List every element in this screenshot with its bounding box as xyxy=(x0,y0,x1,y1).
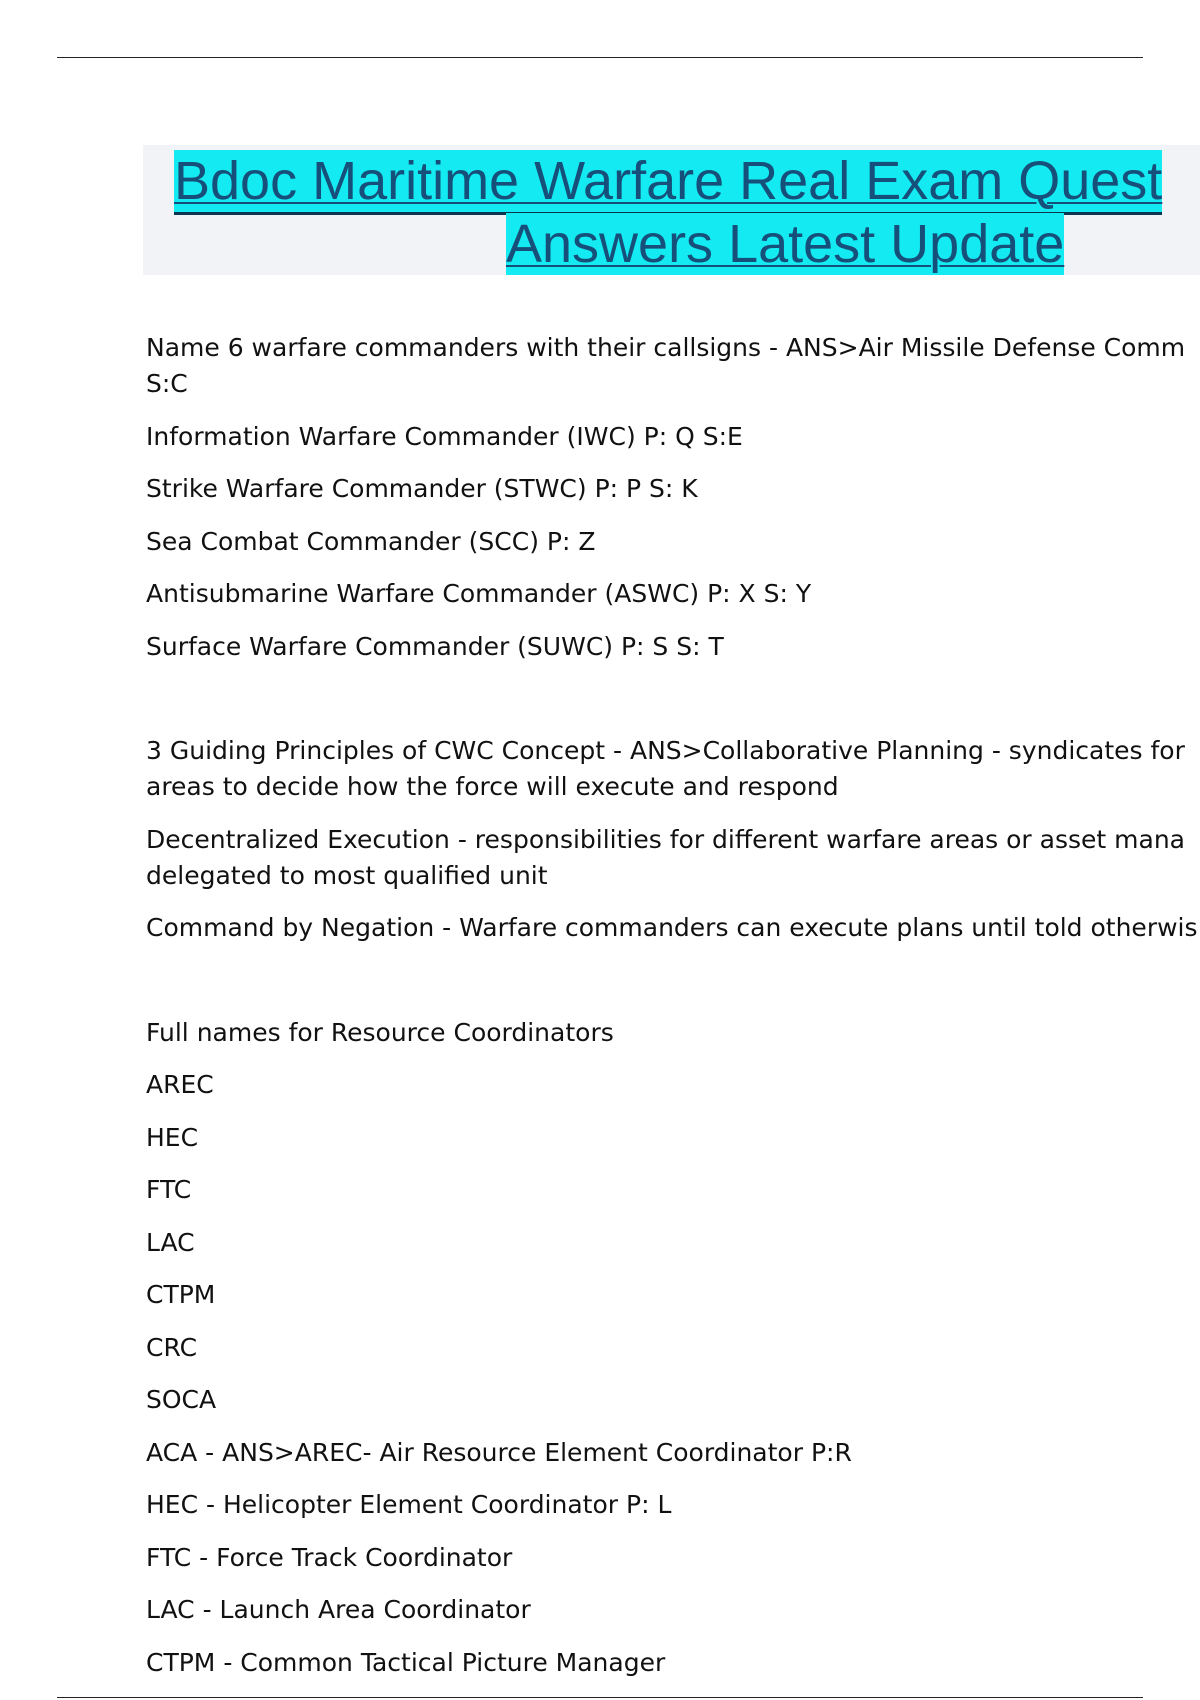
paragraph xyxy=(146,1225,1200,1261)
text-line: Strike Warfare Commander (STWC) P: P S: K xyxy=(146,474,698,503)
text-line: Full names for Resource Coordinators xyxy=(146,1017,614,1047)
top-rule xyxy=(57,57,1143,58)
text-line: CTPM xyxy=(146,1280,216,1309)
text-line: Sea Combat Commander (SCC) P: Z xyxy=(146,526,596,556)
paragraph xyxy=(146,822,1200,894)
text-line: FTC xyxy=(146,1175,192,1204)
text-line: HEC - Helicopter Element Coordinator P: L xyxy=(146,1490,672,1519)
paragraph xyxy=(146,733,1200,805)
document-body xyxy=(146,330,1200,1697)
text-line: Antisubmarine Warfare Commander (ASWC) P: X S: Y xyxy=(146,579,812,608)
paragraph xyxy=(146,330,1200,402)
text-line: S:C xyxy=(146,369,188,398)
paragraph xyxy=(146,1067,1200,1103)
paragraph xyxy=(146,1540,1200,1576)
paragraph xyxy=(146,1435,1200,1471)
text-line: FTC - Force Track Coordinator xyxy=(146,1542,513,1572)
text-line: Surface Warfare Commander (SUWC) P: S S: T xyxy=(146,631,724,661)
text-line: Name 6 warfare commanders with their callsigns - ANS>Air Missile Defense Comm xyxy=(146,333,1186,362)
paragraph xyxy=(146,1330,1200,1366)
bottom-rule xyxy=(57,1697,1143,1698)
text-line: 3 Guiding Principles of CWC Concept - ANS>Collaborative Planning - syndicates for xyxy=(146,736,1185,765)
text-line: AREC xyxy=(146,1070,214,1099)
paragraph xyxy=(146,524,1200,560)
paragraph xyxy=(146,1120,1200,1156)
paragraph xyxy=(146,910,1200,946)
text-line: HEC xyxy=(146,1122,199,1152)
text-line: delegated to most qualified unit xyxy=(146,860,548,890)
paragraph xyxy=(146,1645,1200,1681)
paragraph xyxy=(146,629,1200,665)
warfare-commanders-section xyxy=(146,330,1200,665)
document-title-line-1[interactable]: Bdoc Maritime Warfare Real Exam Quest xyxy=(174,150,1162,215)
text-line: CRC xyxy=(146,1332,198,1362)
text-line: areas to decide how the force will execute and respond xyxy=(146,772,839,801)
resource-coordinators-section xyxy=(146,1015,1200,1681)
section-gap xyxy=(146,681,1200,733)
paragraph xyxy=(146,1592,1200,1628)
text-line: Command by Negation - Warfare commanders can execute plans until told otherwis xyxy=(146,913,1198,942)
paragraph xyxy=(146,1382,1200,1418)
text-line: SOCA xyxy=(146,1385,217,1414)
text-line: LAC xyxy=(146,1227,195,1257)
text-line: ACA - ANS>AREC- Air Resource Element Coordinator P:R xyxy=(146,1437,852,1467)
text-line: LAC - Launch Area Coordinator xyxy=(146,1595,531,1624)
text-line: CTPM - Common Tactical Picture Manager xyxy=(146,1647,666,1677)
paragraph xyxy=(146,1172,1200,1208)
paragraph xyxy=(146,1487,1200,1523)
paragraph xyxy=(146,1277,1200,1313)
document-title-line-2[interactable]: Answers Latest Update xyxy=(506,213,1064,275)
paragraph xyxy=(146,1015,1200,1051)
cwc-principles-section xyxy=(146,733,1200,946)
paragraph xyxy=(146,419,1200,455)
title-block xyxy=(143,145,1200,275)
paragraph xyxy=(146,471,1200,507)
text-line: Information Warfare Commander (IWC) P: Q S:E xyxy=(146,421,743,451)
text-line: Decentralized Execution - responsibilities for different warfare areas or asset mana xyxy=(146,824,1185,854)
paragraph xyxy=(146,576,1200,612)
section-gap xyxy=(146,963,1200,1015)
